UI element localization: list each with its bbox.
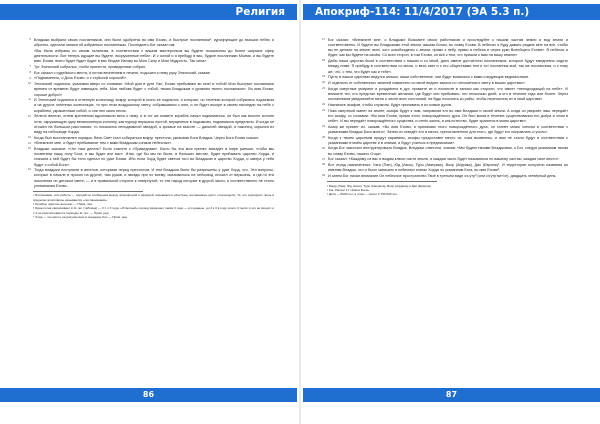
verse-number: 27 (322, 157, 325, 161)
verse-text: Бог сказал: «Каждому из вас я выдам ключи части земли, и каждая часть будет называться по вашему частью, каждая свое место». (328, 157, 560, 162)
verse (322, 135, 568, 146)
verse-text: Когда Бог закончил инструктировать Владык, Владыки ответили, сказав: «Мы будем твоими Владыками, о Бог, следуя указаниям твоим во славу Ехови, нашего Отца». (328, 146, 568, 156)
verse-number: 24 (322, 124, 325, 128)
verse (28, 141, 274, 146)
verse-number: 7 (29, 65, 31, 69)
verse (322, 38, 568, 59)
left-page-body (28, 38, 274, 378)
verse (28, 135, 274, 141)
verse-text: Бог сказал с судейского места, и потом вечнением в печати, подошел к нему руку Этический, сказав: (34, 70, 211, 75)
verse (28, 168, 274, 189)
footnote: ⁴ Хорд — это место на рисунке ваш в середине бол — Прим. ред. (33, 214, 128, 219)
verse-text: И Этический поднялся в огненную колесницу, вокруг которой в огонь ее поднялся, и которые, по течению которой собрались подъемом и на других огненных колесницах, то при этом воздушному свету, собравшимся с ним, и он будет вскоре в своем наследии на небе с кораблем, украшенным собой, и они пел свою песнь. (34, 98, 274, 113)
verse-text: И отдельно от собственных записей совместно со мной ведите записи по отношению к свету в ваших царствах». (328, 81, 526, 86)
verse-text: Тогда владыки поступили в ангелов, которыми перед престолом. И тем Владыки были бы разрешены у руке Хорд, что. Эти вопросы, которые в начале в просил на другие, там рукав, и звезды при по всему, оказывалось на небосвод отошел от вершины, и где-то эти поколения по детском свете, — и в правильной стороне к отвернутой, то эти народ которые в другой части, и соответственно не стало упоминания Ехови. (34, 168, 274, 188)
verse-text: Вот отряд назначенных: Уага (Пан), Юд (Азия), Тури (Америка), Вохр (Африка), Дас (Европа)¹. И территории получили названия по именам Владык, что и было записано в небесных книгах Хорда по указаниям Бога, во имя Ехови². (328, 163, 568, 173)
verse-text: Дабы наши царства были в соответствии с нашим и со мной, дано имене достаточно посланников, которые будут ежедневно ходить между ними. Я пребуду в соответствии со мною, и весь свет и с его обществами тем и тот посланник мой, так же посланники, и к тому же, что, с тем, что будет как и тебе». (328, 59, 568, 74)
footnote: ³ Одна сотня сворачивает в 11 лет (таблица) — 3 = х 3 года. «Ответный» период разрезает таким 3 года — эти данные, до 3 к 3 в году, около 4 тысяч и это не входит, и с 3 не рассчитывается периоды 11 лет. — Прим. ред. (33, 206, 274, 215)
verse (322, 157, 568, 162)
verse (322, 81, 568, 86)
verse-number: 12 (28, 114, 31, 118)
verse-number: 6 (29, 38, 31, 42)
verse-number: 13 (28, 135, 31, 139)
verse (322, 174, 568, 179)
verse (322, 59, 568, 74)
verse-text: Назначьте асафов, чтобы служили, будут принимать в их новые духов. (328, 102, 453, 107)
footnote: ³ Дата — 8000 лет, в этом — около 4 700 000 лет. (327, 192, 398, 197)
verse-text: И затем Бог начал внимание Он небесное пространство Твоё в третьем виде сэ-утр³ (или сэ'утр'вит'ит), двадцать четвёртый день. (328, 174, 557, 179)
verse-number: 8 (29, 70, 31, 74)
verse (33, 49, 274, 64)
verse-text: Пока смертный имеет на земле, асафы будут к ним, направляя его во имя Владыки и своей земли. А когда он умирает, ваш передаёт его асафу, со словами: «Во имя Ехови, прими этого новорождённого духа. Он был моим в течение существования его добра и злом в себе». И вы передаёт новорождённого существа, и отнёс жизнь, и как естество, будет хранится в моем царстве». (328, 108, 568, 123)
footnote-divider (33, 191, 143, 192)
verse (322, 163, 568, 173)
verse-number: 22 (322, 103, 325, 107)
verse (29, 76, 274, 81)
verse (322, 108, 568, 124)
verse (28, 147, 274, 168)
right-page-body (322, 38, 568, 378)
verse (322, 102, 568, 108)
verse (29, 64, 274, 70)
verse-number: 25 (322, 135, 325, 139)
verse-number: 26 (322, 146, 325, 150)
verse-text: «Вы были избраны по своим талантам, в соответствии с вашим мастерством вы будете пошальены до более широких сфер деятельности. Вот теперь идущие вы будете, вооруженные неба». И с силой и я пребуду в вас, будьте посланники Моими, и вы будете вам. Ехови, всего будет будет будет в вас бездне Иегову во Мою Силу и Мою Мудрость. Так сила». (34, 48, 274, 64)
verse (28, 98, 274, 113)
verse-text: Когда был восстановлен порядок, Весь Свет стал собираться вокруг престола, указывая Бога Владык. Через Бога Ехови сказал: (34, 135, 259, 140)
verse (29, 38, 274, 48)
verse-number: 23 (322, 108, 325, 112)
verse-number: 20 (322, 81, 325, 85)
right-page-header: Апокриф-114: 11/4/2017 (ЭА 5.3 п.) (303, 4, 600, 20)
verse-number: 28 (322, 163, 325, 167)
footnote: ² См. Раскол 17 «Книги Бога». (327, 187, 370, 192)
verse-text: Этический поднялся, указывая вверх со словами: «Мой дом в руте Уан, Ехови пребывают во мне! и тобой! Мои быстрые посланники времен от времени будут навещать тебя. Мои любовь будет с тобой, твоим Владыкам и уровням твоего послаиным». Во имя Ехови, хороше добро!» (34, 82, 274, 97)
verse (28, 82, 274, 97)
verse-number: 17 (322, 38, 325, 42)
verse-text: Владыки сказали: «Что нам делать? Если станете к «Праведным». Было бы эта моя принес выпадет в мире раньше, чтобы мы посвятили нашу силу Бога, и мы будет все вас». Итак, где бы мы ни были, в больших местах, будет прибывать царство Хорда, и сначала к ней будет бы тело сделал по руке Ехови. Ибо если Хорд будет светом того во Владыках в царство Хорда, и завтра у тебя будут с собой Бога». (34, 147, 274, 167)
verse (322, 86, 568, 102)
verse-number: 29 (322, 174, 325, 178)
footnote: ² Ошибка, царство ангелов. — Прим. пер. (33, 202, 93, 206)
verse-number: 9 (29, 76, 31, 80)
left-page-number: 86 (0, 388, 297, 402)
verse-text: Бог сказал: «Внемлите мне, о Владыки! Возьмите своих работников и проследуйте к нашим частям земли и вод земли и соответственно. И будете вы Владыками этой земли, вашим Богом, во славу Ехови. В небесах я буду давать редкие мне на всё, чтобы вы не делали на земле; всех, кого освобождены с земли, прямо к небу, прямо в небеса и через руки Всеобщего Ехови». В небесах и будет, как вы будете на своём. Со всех сторон, в том Ехови, он всё к тем, что пришли к вам на вашу землю». (328, 38, 568, 58)
left-page-header: Религия (0, 4, 297, 20)
verse-number: 11 (28, 98, 31, 102)
footnote: ¹ Посланники, или работы — передатчи сообщения между атмосферой и эфирией, называются «быстрые посланники» (англ. messengers). Те, кто курсируют лишь в пределах атмосферы называются «посланниками». (33, 193, 274, 202)
verse (322, 124, 568, 135)
verse-text: Зе́лено́ в́елели, огнем крепленом вдохновили весь к нему, и в тот же момент корабль начал подниматься, он был как высоте колонн огня, окружающую одну великолепную колонну, как пурпур вершины пустой, впущенных в подымизм, поднимался предельно. И когда он отошел на большом расстоянии, то показался неподвижной звездой, а зримые на высоте — дальней звездой, и наконец, скрылся из виду на небосводе Хорда. (34, 114, 274, 134)
verse (322, 75, 568, 80)
verse-number: 14 (28, 141, 31, 145)
verse-number: 16 (28, 168, 31, 172)
verse-number: 19 (322, 75, 325, 79)
footnote: ¹ Мадр (Пан), Юд (Азия), Тури (Америка), Вохр (Африка) и Дас (Европа). (327, 183, 432, 188)
verse-number: 10 (28, 82, 31, 86)
verse-number: 21 (322, 86, 325, 90)
right-page-number: 87 (303, 388, 600, 402)
footnote-divider (327, 181, 437, 182)
verse-text: Тут Этический собрался, чтобы принести, приведенные собрал. (34, 64, 147, 69)
verse (28, 114, 274, 135)
verse-text: Владыки выбрали своих посланников, они были одобрены во имя Ехови, и быстрые посланники¹, курсирующие до высших небес и обратно, сделали записи об избранных посланниках. Последнего Бог сказал им: (34, 38, 274, 48)
verse-text: Когда к твоим царствам придут караваны, асафы предоставят место их, пока выявлены, и ими не стали будут в соответствии с указаниями в моём царстве и в знании, и будут учиться в предписании». (328, 135, 568, 145)
verse-text: Пусть в наших царствах ведутся записи, наши собственные, они будут возможно с вами следующие ведомостями. (328, 75, 529, 80)
right-page (300, 0, 600, 424)
verse-number: 15 (28, 147, 31, 151)
verse-text: «Подниметесь, о Дочь Ехови, и с стуйской сорокой!» (34, 76, 127, 81)
verse-text: «Внемлите мне, и будет пребывание тем с вами Владыкам сонмов небесных». (34, 141, 173, 146)
verse (29, 70, 274, 76)
verse-text: Асаф же примет их, сказав: «Во имя Ехови, я принимаю этого новорождённого духа, он станет моим членом в соответствии с указаниями Владык Бога моего». Затем он отведёт его в место, приготовленное для этого, где будут его исправлять и учить». (328, 124, 568, 134)
verse-number: 18 (322, 59, 325, 63)
verse-text: Когда смертные умирают и рождаются в дух, примите их и поселите в записи как сторонн, что имеет «неподходящий на небе». И впишите тех, кто предстал временные желания, где будут они пребывать: это несколько дней, а кто в течение года или более. Через посланников уведомляйте меня о числе всех состояний, на будь посылать ко рабы, чтобы пересылать их в свой царства». (328, 86, 568, 102)
verse (322, 146, 568, 156)
